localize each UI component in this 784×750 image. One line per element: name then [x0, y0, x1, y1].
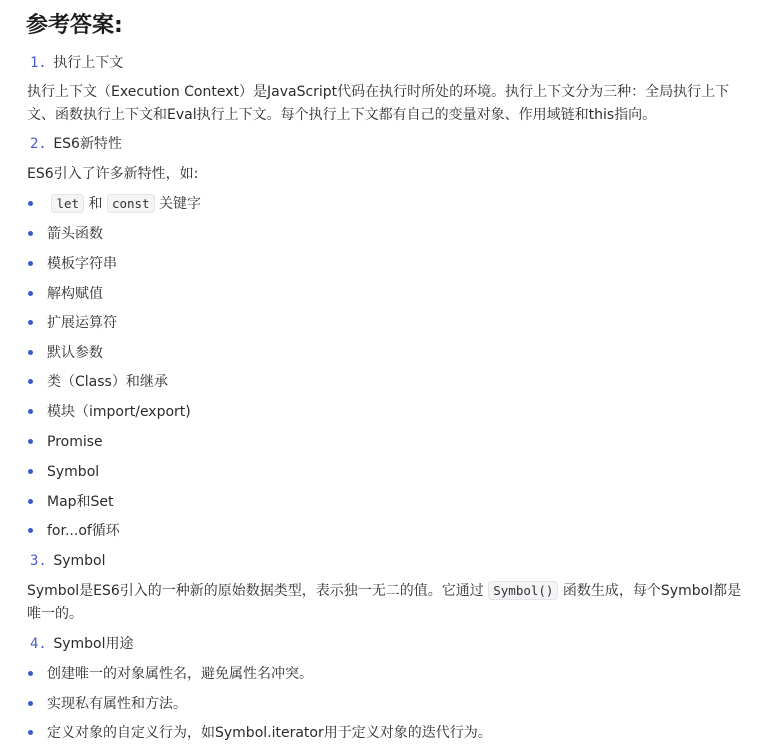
list-item	[28, 222, 103, 246]
section-4-number: 4.	[30, 636, 47, 652]
bullet-icon	[28, 528, 33, 533]
section-2-title: ES6新特性	[53, 136, 122, 152]
section-1-heading	[30, 52, 123, 74]
list-item-text: 定义对象的自定义行为，如Symbol.iterator用于定义对象的迭代行为。	[47, 725, 492, 741]
list-item	[28, 692, 187, 716]
list-item	[28, 192, 201, 216]
section-3-paragraph-text: 函数生成，每个Symbol都是	[562, 583, 742, 599]
bullet-icon	[28, 201, 33, 206]
code-const: const	[107, 194, 155, 213]
section-3-title: Symbol	[53, 553, 106, 569]
list-item	[28, 519, 120, 543]
section-3-number: 3.	[30, 553, 47, 569]
list-item-text: 和	[88, 196, 103, 212]
bullet-icon	[28, 320, 33, 325]
section-1-number: 1.	[30, 55, 47, 71]
list-item	[28, 341, 103, 365]
bullet-icon	[28, 701, 33, 706]
section-4-heading	[30, 633, 133, 655]
list-item-text: 默认参数	[47, 345, 103, 361]
list-item-text: 关键字	[159, 196, 202, 212]
bullet-icon	[28, 350, 33, 355]
list-item-text: 类（Class）和继承	[47, 374, 168, 390]
list-item-text: Promise	[47, 434, 103, 450]
section-3-heading	[30, 550, 105, 572]
section-1-paragraph-line2: 文、函数执行上下文和Eval执行上下文。每个执行上下文都有自己的变量对象、作用域链和this指向。	[27, 107, 657, 123]
list-item-text: 解构赋值	[47, 286, 103, 302]
section-1-title: 执行上下文	[53, 55, 124, 71]
list-item-text: Map和Set	[47, 494, 114, 510]
section-3-paragraph	[27, 579, 747, 626]
bullet-icon	[28, 291, 33, 296]
bullet-icon	[28, 261, 33, 266]
code-symbol-call: Symbol()	[488, 581, 558, 600]
bullet-icon	[28, 409, 33, 414]
section-2-heading	[30, 133, 122, 155]
list-item	[28, 662, 313, 686]
list-item-text: 扩展运算符	[47, 315, 117, 331]
list-item	[28, 311, 117, 335]
bullet-icon	[28, 730, 33, 735]
section-2-number: 2.	[30, 136, 47, 152]
list-item	[28, 370, 168, 394]
bullet-icon	[28, 469, 33, 474]
code-let: let	[51, 194, 84, 213]
list-item	[28, 430, 103, 454]
list-item-text: 箭头函数	[47, 226, 103, 242]
list-item-text: for...of循环	[47, 523, 120, 539]
list-item-text: 模板字符串	[47, 256, 117, 272]
section-1-paragraph-line1: 执行上下文（Execution Context）是JavaScript代码在执行时所处的环境。执行上下文分为三种：全局执行上下	[27, 84, 730, 100]
list-item	[28, 252, 117, 276]
section-1-paragraph	[27, 81, 747, 127]
page-title: 参考答案:	[26, 13, 123, 38]
list-item-text: 实现私有属性和方法。	[47, 696, 187, 712]
bullet-icon	[28, 499, 33, 504]
list-item	[28, 400, 191, 424]
section-4-title: Symbol用途	[53, 636, 134, 652]
list-item	[28, 460, 99, 484]
section-3-paragraph-text: Symbol是ES6引入的一种新的原始数据类型，表示独一无二的值。它通过	[27, 583, 484, 599]
bullet-icon	[28, 231, 33, 236]
list-item	[28, 282, 103, 306]
bullet-icon	[28, 379, 33, 384]
bullet-icon	[28, 439, 33, 444]
list-item-text: Symbol	[47, 464, 100, 480]
list-item	[28, 490, 114, 514]
list-item	[28, 721, 492, 745]
section-2-intro: ES6引入了许多新特性，如:	[27, 166, 199, 182]
section-3-paragraph-line2: 唯一的。	[27, 606, 83, 622]
list-item-text: 创建唯一的对象属性名，避免属性名冲突。	[47, 666, 313, 682]
bullet-icon	[28, 671, 33, 676]
list-item-text: 模块（import/export)	[47, 404, 191, 420]
